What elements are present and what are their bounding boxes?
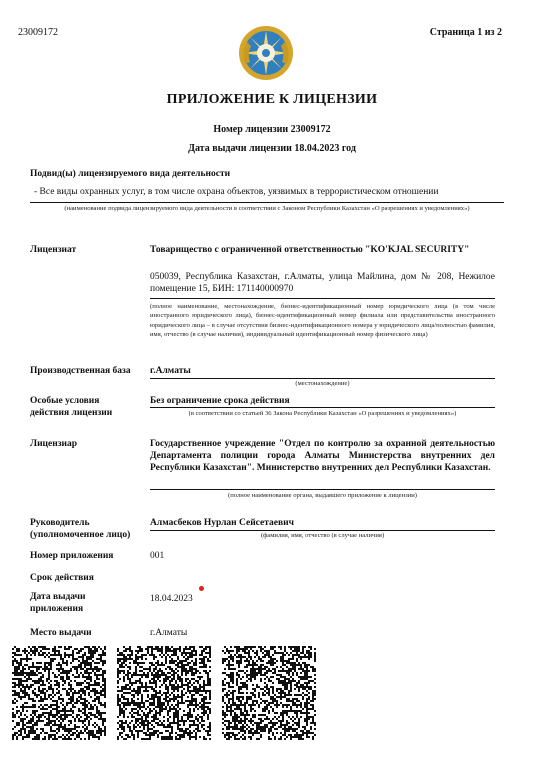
divider xyxy=(30,202,504,203)
subtype-note: (наименование подвида лицензируемого вида деятельности в соответствии с Законом Республики Казахстан «О разрешениях и уведомлениях») xyxy=(64,205,470,212)
license-issue-date: Дата выдачи лицензии 18.04.2023 год xyxy=(188,143,356,154)
licensee-label: Лицензиат xyxy=(30,245,77,255)
head-value: Алмасбеков Нурлан Сейсетаевич xyxy=(150,518,294,528)
document-title: ПРИЛОЖЕНИЕ К ЛИЦЕНЗИИ xyxy=(166,92,378,107)
appendix-date-value: 18.04.2023 xyxy=(150,594,193,604)
subtype-text: - Все виды охранных услуг, в том числе охрана объектов, уязвимых в террористическом отношении xyxy=(34,187,439,197)
divider xyxy=(150,407,495,408)
base-note: (местонахождение) xyxy=(295,380,350,387)
red-dot-mark xyxy=(199,586,204,591)
conditions-label: Особые условия действия лицензии xyxy=(30,396,113,418)
state-emblem-icon xyxy=(237,24,295,82)
license-number: Номер лицензии 23009172 xyxy=(213,124,331,135)
appendix-number-value: 001 xyxy=(150,551,165,561)
appendix-date-label: Дата выдачи приложения xyxy=(30,592,86,614)
validity-label: Срок действия xyxy=(30,573,94,583)
licensor-label: Лицензиар xyxy=(30,439,78,449)
document-number: 23009172 xyxy=(18,27,58,38)
base-value: г.Алматы xyxy=(150,366,191,376)
base-label: Производственная база xyxy=(30,366,131,376)
divider xyxy=(150,489,495,490)
place-label: Место выдачи xyxy=(30,628,92,638)
page-indicator: Страница 1 из 2 xyxy=(429,27,502,38)
subtype-heading: Подвид(ы) лицензируемого вида деятельности xyxy=(30,169,231,179)
licensor-value: Государственное учреждение "Отдел по контролю за охранной деятельностью Департамента полиции города Алматы Министерства внутренних дел Республики Казахстан". Министерство внутренних дел Республики Казахстан. xyxy=(150,439,495,473)
head-note: (фамилия, имя, отчество (в случае наличия) xyxy=(260,532,385,539)
licensee-address: 050039, Республика Казахстан, г.Алматы, улица Майлина, дом № 208, Нежилое помещение 15, БИН: 171140000970 xyxy=(150,272,495,294)
qr-code-1 xyxy=(12,646,106,740)
qr-code-3 xyxy=(222,646,316,740)
licensee-note: (полное наименование, местонахождение, бизнес-идентификационный номер юридического лица (в том числе иностранного юридического лица), бизнес-идентификационный номер филиала или представительства иностранного юридического лица – в случае отсутствия бизнес-идентификационного номера у юридического лица/полностью фамилия, имя, отчество (в случае наличия), индивидуальный идентификационный номер физического лица) xyxy=(150,303,495,338)
appendix-number-label: Номер приложения xyxy=(30,551,114,561)
licensee-name: Товарищество с ограниченной ответственностью "KO'KJAL SECURITY" xyxy=(150,245,470,255)
qr-code-2 xyxy=(117,646,211,740)
conditions-value: Без ограничение срока действия xyxy=(150,396,290,406)
conditions-note: (в соответствии со статьей 36 Закона Республики Казахстан «О разрешениях и уведомлениях») xyxy=(188,410,457,417)
divider xyxy=(150,298,495,299)
place-value: г.Алматы xyxy=(150,628,188,638)
licensor-note: (полное наименование органа, выдавшего приложение к лицензии) xyxy=(228,492,417,499)
head-label: Руководитель (уполномоченное лицо) xyxy=(30,518,131,540)
